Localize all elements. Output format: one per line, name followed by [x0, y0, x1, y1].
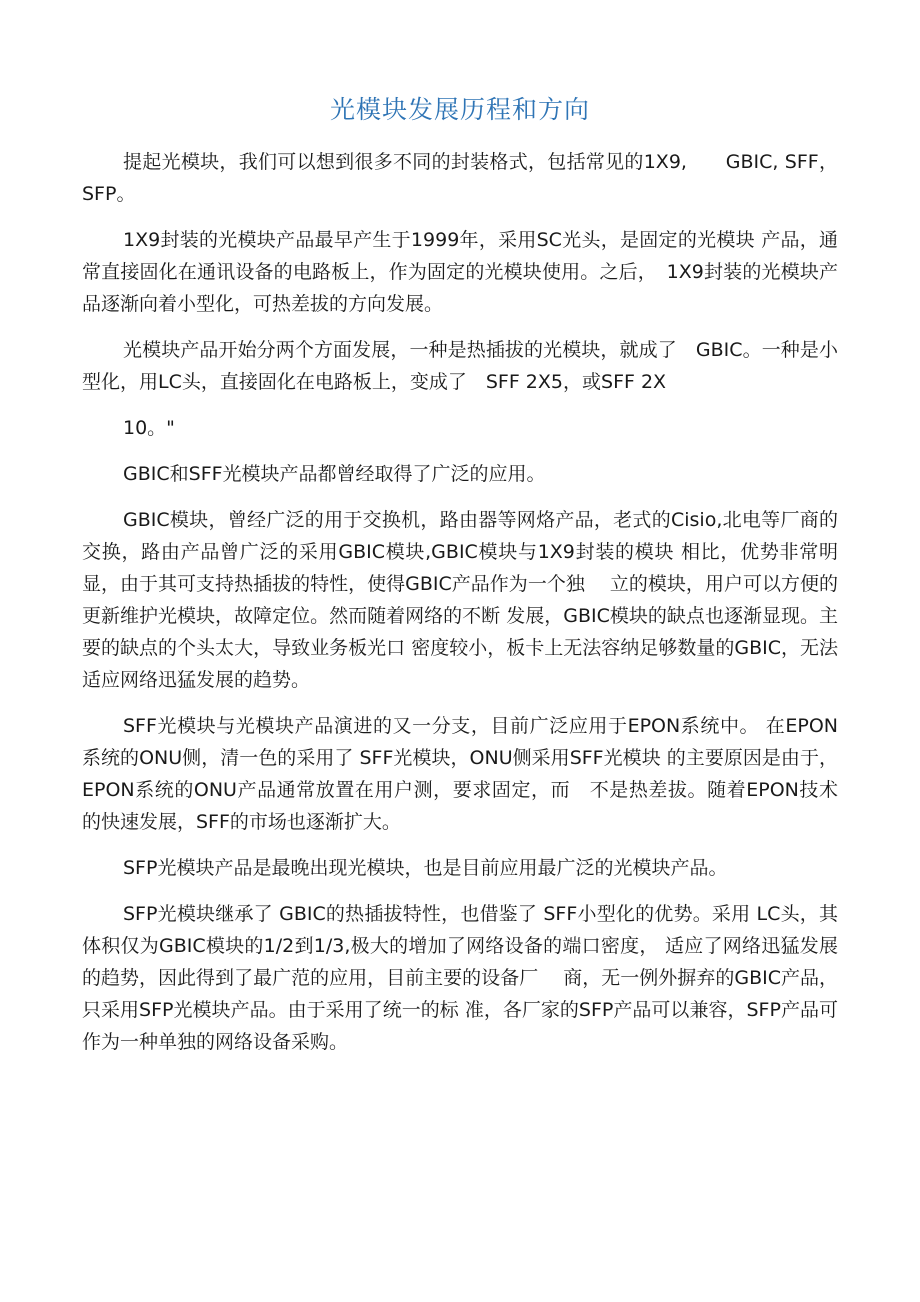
paragraph-development: 光模块产品开始分两个方面发展，一种是热插拔的光模块，就成了 GBIC。一种是小型化，用LC头，直接固化在电路板上，变成了 SFF 2X5，或SFF 2X — [82, 339, 838, 393]
paragraph-sff: SFF光模块与光模块产品演进的又一分支，目前广泛应用于EPON系统中。 在EPON系统的ONU侧，清一色的采用了 SFF光模块，ONU侧采用SFF光模块 的主要原因是由于，EPON系统的ONU产品通常放置在用户测，要求固定，而 不是热差拔。随着EPON技术的快速发展，SFF的市场也逐渐扩大。 — [82, 715, 838, 833]
paragraph-continuation: 10。" — [123, 417, 175, 439]
paragraph-sfp-intro: SFP光模块产品是最晚出现光模块，也是目前应用最广泛的光模块产品。 — [123, 857, 728, 879]
paragraph-gbic-sff: GBIC和SFF光模块产品都曾经取得了广泛的应用。 — [123, 463, 546, 485]
document-body — [82, 146, 838, 1072]
paragraph-sfp: SFP光模块继承了 GBIC的热插拔特性，也借鉴了 SFF小型化的优势。采用 LC头，其体积仅为GBIC模块的1/2到1/3,极大的增加了网络设备的端口密度， 适应了网络迅猛发展的趋势，因此得到了最广范的应用，目前主要的设备厂 商，无一例外摒弃的GBIC产品，只采用SFP光模块产品。由于采用了统一的标 准，各厂家的SFP产品可以兼容，SFP产品可作为一种单独的网络设备采购。 — [82, 903, 838, 1053]
paragraph-intro: 提起光模块，我们可以想到很多不同的封装格式，包括常见的1X9, GBIC, SFF，SFP。 — [82, 151, 838, 205]
document-title: 光模块发展历程和方向 — [329, 95, 590, 124]
paragraph-1x9: 1X9封装的光模块产品最早产生于1999年，采用SC光头，是固定的光模块 产品，通常直接固化在通讯设备的电路板上，作为固定的光模块使用。之后， 1X9封装的光模块产品逐渐向着小型化，可热差拔的方向发展。 — [82, 229, 838, 315]
paragraph-gbic: GBIC模块，曾经广泛的用于交换机，路由器等网烙产品，老式的Cisio,北电等厂商的交换，路由产品曾广泛的采用GBIC模块,GBIC模块与1X9封装的模块 相比，优势非常明显，由于其可支持热插拔的特性，使得GBIC产品作为一个独 立的模块，用户可以方便的更新维护光模块，故障定位。然而随着网络的不断 发展，GBIC模块的缺点也逐渐显现。主要的缺点的个头太大，导致业务板光口 密度较小，板卡上无法容纳足够数量的GBIC，无法适应网络迅猛发展的趋势。 — [82, 509, 838, 691]
